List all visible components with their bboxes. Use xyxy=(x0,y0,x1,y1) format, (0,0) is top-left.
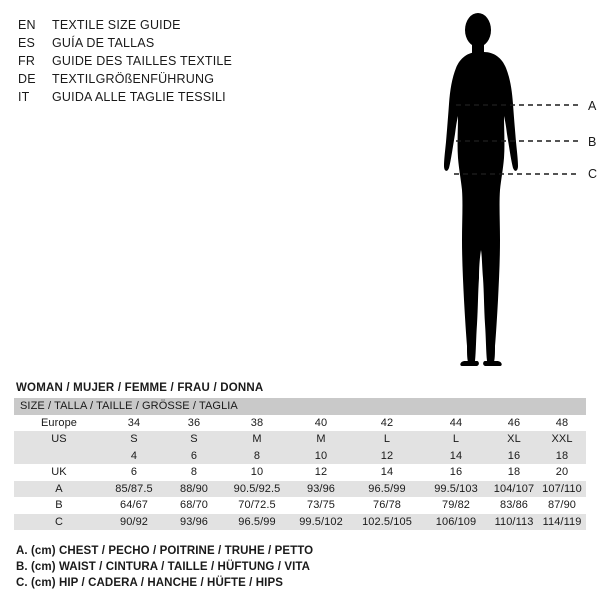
table-cell: 6 xyxy=(104,464,164,481)
measurement-legend xyxy=(16,543,576,591)
language-row xyxy=(18,88,318,106)
table-cell: 104/107 xyxy=(490,481,538,498)
table-cell: XL xyxy=(490,431,538,448)
table-cell: 106/109 xyxy=(422,514,490,531)
language-row xyxy=(18,34,318,52)
table-cell: 34 xyxy=(104,415,164,432)
table-cell: 102.5/105 xyxy=(352,514,422,531)
table-cell: 99.5/102 xyxy=(290,514,352,531)
table-cell: L xyxy=(352,431,422,448)
table-cell: 96.5/99 xyxy=(352,481,422,498)
table-cell: 40 xyxy=(290,415,352,432)
language-code: EN xyxy=(18,18,36,32)
table-header-row xyxy=(14,398,586,415)
table-cell: S xyxy=(104,431,164,448)
language-title: TEXTILGRÖßENFÜHRUNG xyxy=(52,72,215,86)
table-cell: 42 xyxy=(352,415,422,432)
language-code: FR xyxy=(18,54,36,68)
table-cell: 10 xyxy=(224,464,290,481)
table-row xyxy=(14,514,586,531)
table-cell: 46 xyxy=(490,415,538,432)
table-cell: 12 xyxy=(290,464,352,481)
row-label: A xyxy=(14,481,104,498)
chest-measure-label: A xyxy=(588,99,597,113)
table-cell: 83/86 xyxy=(490,497,538,514)
table-cell: 8 xyxy=(224,448,290,465)
table-cell: 73/75 xyxy=(290,497,352,514)
body-figure xyxy=(420,8,598,378)
language-row xyxy=(18,16,318,34)
table-cell: 68/70 xyxy=(164,497,224,514)
table-cell: 114/119 xyxy=(538,514,586,531)
table-cell: 18 xyxy=(538,448,586,465)
language-code: ES xyxy=(18,36,36,50)
table-cell: 4 xyxy=(104,448,164,465)
table-row xyxy=(14,448,586,465)
table-cell: 99.5/103 xyxy=(422,481,490,498)
table-cell: 6 xyxy=(164,448,224,465)
size-table xyxy=(14,398,586,530)
table-cell: 76/78 xyxy=(352,497,422,514)
table-cell: 20 xyxy=(538,464,586,481)
table-cell: 44 xyxy=(422,415,490,432)
language-title: TEXTILE SIZE GUIDE xyxy=(52,18,181,32)
table-cell: 16 xyxy=(490,448,538,465)
row-label: B xyxy=(14,497,104,514)
table-cell: 93/96 xyxy=(164,514,224,531)
table-row xyxy=(14,415,586,432)
row-label: US xyxy=(14,431,104,448)
table-cell: XXL xyxy=(538,431,586,448)
table-cell: 18 xyxy=(490,464,538,481)
row-label: UK xyxy=(14,464,104,481)
table-cell: 79/82 xyxy=(422,497,490,514)
table-row xyxy=(14,481,586,498)
table-cell: M xyxy=(224,431,290,448)
hip-measure-label: C xyxy=(588,167,598,181)
table-cell: 36 xyxy=(164,415,224,432)
table-group-title: WOMAN / MUJER / FEMME / FRAU / DONNA xyxy=(16,382,264,394)
table-cell: 8 xyxy=(164,464,224,481)
language-row xyxy=(18,70,318,88)
language-code: IT xyxy=(18,90,30,104)
table-cell: 88/90 xyxy=(164,481,224,498)
table-cell: 14 xyxy=(422,448,490,465)
legend-line-a: A. (cm) CHEST / PECHO / POITRINE / TRUHE / PETTO xyxy=(16,545,314,557)
legend-line-c: C. (cm) HIP / CADERA / HANCHE / HÜFTE / HIPS xyxy=(16,577,284,589)
row-label: C xyxy=(14,514,104,531)
language-title: GUÍA DE TALLAS xyxy=(52,36,155,50)
table-cell: 90/92 xyxy=(104,514,164,531)
table-cell: 14 xyxy=(352,464,422,481)
table-cell: 96.5/99 xyxy=(224,514,290,531)
table-cell: S xyxy=(164,431,224,448)
language-title: GUIDE DES TAILLES TEXTILE xyxy=(52,54,233,68)
table-cell: M xyxy=(290,431,352,448)
table-cell: 85/87.5 xyxy=(104,481,164,498)
table-row xyxy=(14,464,586,481)
table-cell: 110/113 xyxy=(490,514,538,531)
table-cell: 90.5/92.5 xyxy=(224,481,290,498)
table-cell: 48 xyxy=(538,415,586,432)
size-table-area xyxy=(14,382,586,530)
table-cell: 87/90 xyxy=(538,497,586,514)
waist-measure-label: B xyxy=(588,135,597,149)
table-cell: L xyxy=(422,431,490,448)
table-row xyxy=(14,497,586,514)
language-list xyxy=(18,16,318,106)
language-code: DE xyxy=(18,72,36,86)
table-cell: 38 xyxy=(224,415,290,432)
table-cell: 10 xyxy=(290,448,352,465)
legend-line-b: B. (cm) WAIST / CINTURA / TAILLE / HÜFTUNG / VITA xyxy=(16,561,311,573)
table-cell: 107/110 xyxy=(538,481,586,498)
table-row xyxy=(14,431,586,448)
language-title: GUIDA ALLE TAGLIE TESSILI xyxy=(52,90,226,104)
row-label: Europe xyxy=(14,415,104,432)
table-cell: 64/67 xyxy=(104,497,164,514)
table-cell: 70/72.5 xyxy=(224,497,290,514)
table-cell: 16 xyxy=(422,464,490,481)
table-header-label: SIZE / TALLA / TAILLE / GRÖSSE / TAGLIA xyxy=(14,398,586,415)
table-cell: 12 xyxy=(352,448,422,465)
female-silhouette-icon xyxy=(420,8,598,378)
language-row xyxy=(18,52,318,70)
row-label xyxy=(14,448,104,465)
table-cell: 93/96 xyxy=(290,481,352,498)
